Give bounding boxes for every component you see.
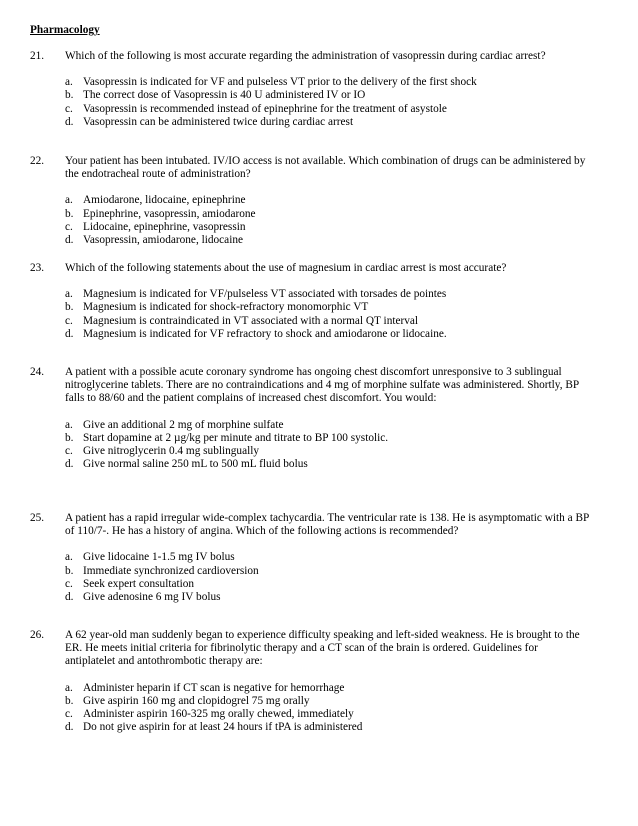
answer-option[interactable] <box>65 432 590 445</box>
option-letter: b. <box>65 207 74 220</box>
answer-options <box>65 682 590 735</box>
option-text: Start dopamine at 2 µg/kg per minute and titrate to BP 100 systolic. <box>83 431 389 444</box>
answer-option[interactable] <box>65 721 590 734</box>
option-text: The correct dose of Vasopressin is 40 U administered IV or IO <box>83 89 366 102</box>
option-letter: a. <box>65 681 73 694</box>
option-text: Vasopressin is recommended instead of epinephrine for the treatment of asystole <box>83 102 447 115</box>
answer-option[interactable] <box>65 234 590 247</box>
answer-option[interactable] <box>65 301 590 314</box>
answer-option[interactable] <box>65 328 590 341</box>
option-letter: a. <box>65 418 73 431</box>
answer-option[interactable] <box>65 194 590 207</box>
option-text: Magnesium is indicated for VF refractory to shock and amiodarone or lidocaine. <box>83 327 447 340</box>
option-text: Amiodarone, lidocaine, epinephrine <box>83 194 246 207</box>
answer-options <box>65 419 590 472</box>
option-letter: d. <box>65 327 74 340</box>
answer-option[interactable] <box>65 208 590 221</box>
question-number: 26. <box>30 629 45 641</box>
question-text: A 62 year-old man suddenly began to experience difficulty speaking and left-sided weakness. He is brought to the ER. He meets initial criteria for fibrinolytic therapy and a CT scan of the brain is ordered. Guidelines for antiplatelet and antothrombotic therapy are: <box>65 629 580 668</box>
section-heading: Pharmacology <box>30 24 100 36</box>
question-text: Which of the following is most accurate regarding the administration of vasopressin during cardiac arrest? <box>65 50 546 62</box>
option-letter: d. <box>65 234 74 247</box>
option-text: Magnesium is indicated for VF/pulseless VT associated with torsades de pointes <box>83 288 447 301</box>
option-text: Seek expert consultation <box>83 577 195 590</box>
option-text: Magnesium is contraindicated in VT associated with a normal QT interval <box>83 314 419 327</box>
option-text: Do not give aspirin for at least 24 hours if tPA is administered <box>83 721 363 734</box>
answer-option[interactable] <box>65 445 590 458</box>
question-number: 21. <box>30 50 45 62</box>
option-text: Vasopressin is indicated for VF and pulseless VT prior to the delivery of the first shock <box>83 76 477 89</box>
answer-option[interactable] <box>65 103 590 116</box>
option-text: Vasopressin, amiodarone, lidocaine <box>83 234 243 247</box>
option-letter: d. <box>65 458 74 471</box>
option-letter: b. <box>65 301 74 314</box>
option-letter: c. <box>65 577 73 590</box>
option-text: Give nitroglycerin 0.4 mg sublingually <box>83 445 260 458</box>
question-text: A patient with a possible acute coronary syndrome has ongoing chest discomfort unresponsive to 3 sublingual nitroglycerine tablets. There are no contraindications and 4 mg of morphine sulfate was administered. Shortly, BP falls to 88/60 and the patient complains of increased chest discomfort. You would: <box>65 366 579 405</box>
question-24 <box>30 366 590 471</box>
option-text: Vasopressin can be administered twice during cardiac arrest <box>83 115 354 128</box>
option-letter: c. <box>65 102 73 115</box>
option-letter: b. <box>65 431 74 444</box>
option-letter: a. <box>65 76 73 89</box>
question-number: 25. <box>30 512 45 524</box>
option-text: Give normal saline 250 mL to 500 mL fluid bolus <box>83 458 308 471</box>
answer-option[interactable] <box>65 708 590 721</box>
option-text: Administer aspirin 160-325 mg orally chewed, immediately <box>83 708 354 721</box>
question-23 <box>30 262 590 341</box>
answer-option[interactable] <box>65 315 590 328</box>
answer-option[interactable] <box>65 591 590 604</box>
option-text: Give an additional 2 mg of morphine sulfate <box>83 418 284 431</box>
answer-option[interactable] <box>65 682 590 695</box>
question-text: A patient has a rapid irregular wide-complex tachycardia. The ventricular rate is 138. He is asymptomatic with a BP of 110/7-. He has a history of angina. Which of the following actions is recommended? <box>65 512 589 538</box>
answer-options <box>65 288 590 341</box>
answer-option[interactable] <box>65 419 590 432</box>
question-21 <box>30 50 590 129</box>
option-letter: a. <box>65 551 73 564</box>
answer-option[interactable] <box>65 565 590 578</box>
option-letter: a. <box>65 194 73 207</box>
option-text: Immediate synchronized cardioversion <box>83 564 259 577</box>
option-text: Magnesium is indicated for shock-refractory monomorphic VT <box>83 301 369 314</box>
option-text: Give aspirin 160 mg and clopidogrel 75 mg orally <box>83 694 310 707</box>
question-number: 24. <box>30 366 45 378</box>
answer-options <box>65 76 590 129</box>
option-letter: c. <box>65 314 73 327</box>
option-letter: b. <box>65 564 74 577</box>
option-text: Administer heparin if CT scan is negative for hemorrhage <box>83 681 345 694</box>
answer-option[interactable] <box>65 76 590 89</box>
answer-options <box>65 551 590 604</box>
option-text: Lidocaine, epinephrine, vasopressin <box>83 220 246 233</box>
answer-option[interactable] <box>65 578 590 591</box>
option-letter: d. <box>65 115 74 128</box>
question-number: 22. <box>30 155 45 167</box>
option-letter: d. <box>65 591 74 604</box>
answer-option[interactable] <box>65 116 590 129</box>
answer-option[interactable] <box>65 551 590 564</box>
question-text: Which of the following statements about the use of magnesium in cardiac arrest is most accurate? <box>65 262 507 274</box>
question-26 <box>30 629 590 734</box>
answer-options <box>65 194 590 247</box>
option-letter: c. <box>65 708 73 721</box>
option-letter: b. <box>65 89 74 102</box>
answer-option[interactable] <box>65 89 590 102</box>
option-text: Give lidocaine 1-1.5 mg IV bolus <box>83 551 235 564</box>
question-number: 23. <box>30 262 45 274</box>
answer-option[interactable] <box>65 695 590 708</box>
option-letter: b. <box>65 694 74 707</box>
option-text: Give adenosine 6 mg IV bolus <box>83 591 221 604</box>
option-letter: c. <box>65 220 73 233</box>
answer-option[interactable] <box>65 288 590 301</box>
question-25 <box>30 512 590 604</box>
option-letter: d. <box>65 721 74 734</box>
question-text: Your patient has been intubated. IV/IO access is not available. Which combination of drugs can be administered by the endotracheal route of administration? <box>65 155 586 181</box>
answer-option[interactable] <box>65 221 590 234</box>
question-22 <box>30 155 590 247</box>
option-text: Epinephrine, vasopressin, amiodarone <box>83 207 256 220</box>
answer-option[interactable] <box>65 458 590 471</box>
option-letter: c. <box>65 445 73 458</box>
option-letter: a. <box>65 288 73 301</box>
